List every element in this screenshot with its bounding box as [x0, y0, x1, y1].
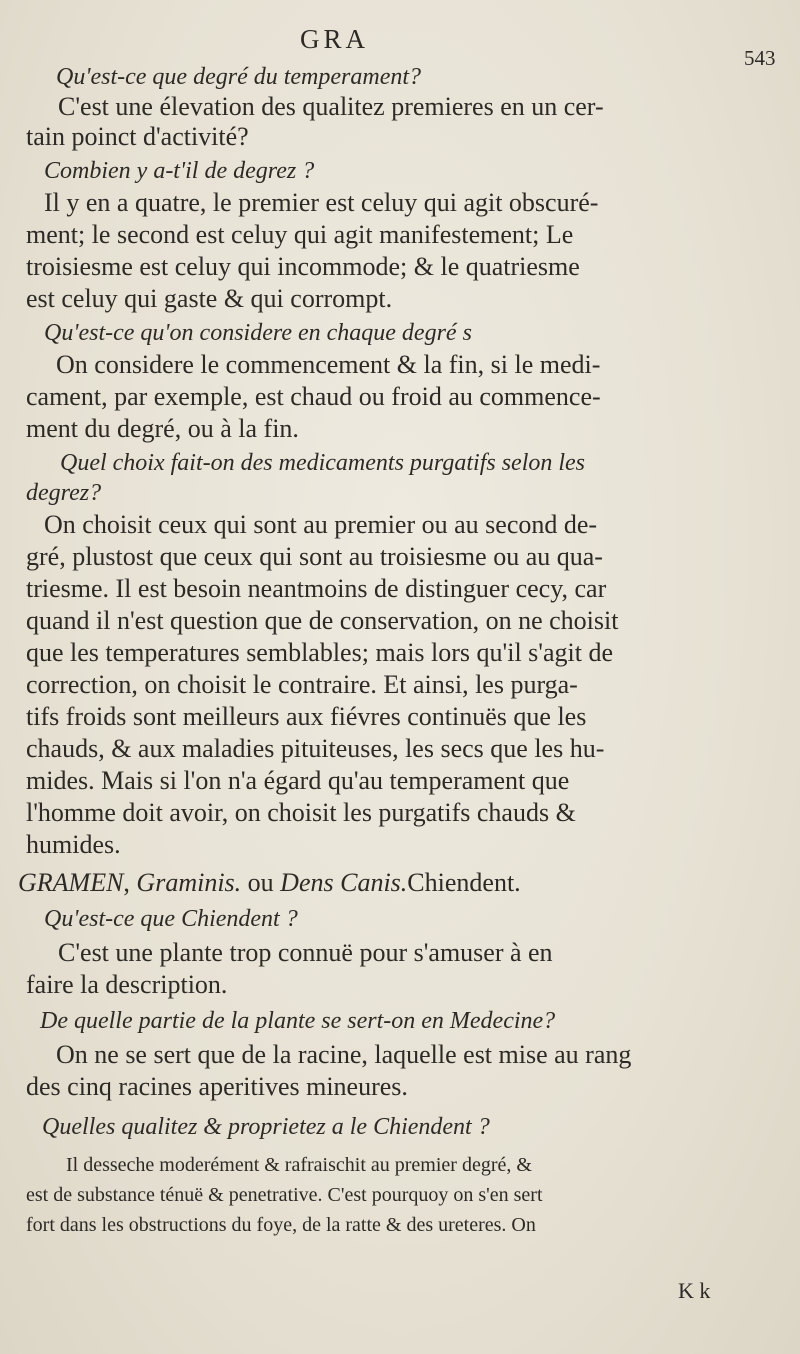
- page-number: 543: [744, 46, 776, 70]
- text-line: ment; le second est celuy qui agit manifestement; Le: [26, 220, 574, 249]
- text-line: On ne se sert que de la racine, laquelle est mise au rang: [56, 1040, 632, 1069]
- small-text-line: fort dans les obstructions du foye, de la ratte & des ureteres. On: [26, 1214, 536, 1236]
- text-line: est celuy qui gaste & qui corrompt.: [26, 284, 393, 313]
- question-line: Combien y a-t'il de degrez ?: [44, 158, 315, 184]
- text-line: Il y en a quatre, le premier est celuy qui agit obscuré-: [44, 188, 599, 217]
- text-line: des cinq racines aperitives mineures.: [26, 1072, 408, 1101]
- question-line: degrez?: [26, 480, 102, 506]
- text-line: l'homme doit avoir, on choisit les purgatifs chauds &: [26, 798, 576, 827]
- small-text-line: est de substance ténuë & penetrative. C'est pourquoy on s'en sert: [26, 1184, 543, 1206]
- text-line: tifs froids sont meilleurs aux fiévres continuës que les: [26, 702, 587, 731]
- entry-latin: Graminis.: [136, 868, 242, 897]
- text-line: chauds, & aux maladies pituiteuses, les secs que les hu-: [26, 734, 605, 763]
- text-line: que les temperatures semblables; mais lors qu'il s'agit de: [26, 638, 614, 667]
- small-text-line: Il desseche moderément & rafraischit au premier degré, &: [66, 1154, 532, 1176]
- entry-heading: GRAMEN, Graminis. ou Dens Canis.Chiendent.: [18, 868, 521, 897]
- text-line: mides. Mais si l'on n'a égard qu'au temperament que: [26, 766, 570, 795]
- question-line: Qu'est-ce que degré du temperament?: [56, 64, 422, 90]
- entry-name: GRAMEN: [18, 868, 124, 897]
- running-head: GRA: [300, 24, 370, 54]
- question-line: Qu'est-ce que Chiendent ?: [44, 906, 298, 932]
- text-line: gré, plustost que ceux qui sont au troisiesme ou au qua-: [26, 542, 603, 571]
- text-line: faire la description.: [26, 970, 228, 999]
- signature-mark: K k: [678, 1278, 711, 1303]
- text-line: humides.: [26, 830, 121, 859]
- text-line: On considere le commencement & la fin, si le medi-: [56, 350, 601, 379]
- text-line: ment du degré, ou à la fin.: [26, 414, 299, 443]
- text-line: On choisit ceux qui sont au premier ou au second de-: [44, 510, 598, 539]
- question-line: De quelle partie de la plante se sert-on en Medecine?: [40, 1008, 556, 1034]
- text-line: correction, on choisit le contraire. Et ainsi, les purga-: [26, 670, 578, 699]
- text-line: troisiesme est celuy qui incommode; & le quatriesme: [26, 252, 580, 281]
- text-line: C'est une plante trop connuë pour s'amuser à en: [58, 938, 553, 967]
- question-line: Quel choix fait-on des medicaments purgatifs selon les: [60, 450, 586, 476]
- question-line: Qu'est-ce qu'on considere en chaque degré s: [44, 320, 472, 346]
- entry-or: ou: [247, 868, 274, 897]
- text-line: tain poinct d'activité?: [26, 122, 249, 151]
- text-line: quand il n'est question que de conservation, on ne choisit: [26, 606, 619, 635]
- text-line: C'est une élevation des qualitez premieres en un cer-: [58, 92, 604, 121]
- question-line: Quelles qualitez & proprietez a le Chiendent ?: [42, 1114, 490, 1140]
- entry-french-name: Chiendent.: [407, 868, 521, 897]
- entry-alt-name: Dens Canis.: [280, 868, 408, 897]
- text-line: triesme. Il est besoin neantmoins de distinguer cecy, car: [26, 574, 607, 603]
- text-line: cament, par exemple, est chaud ou froid au commence-: [26, 382, 601, 411]
